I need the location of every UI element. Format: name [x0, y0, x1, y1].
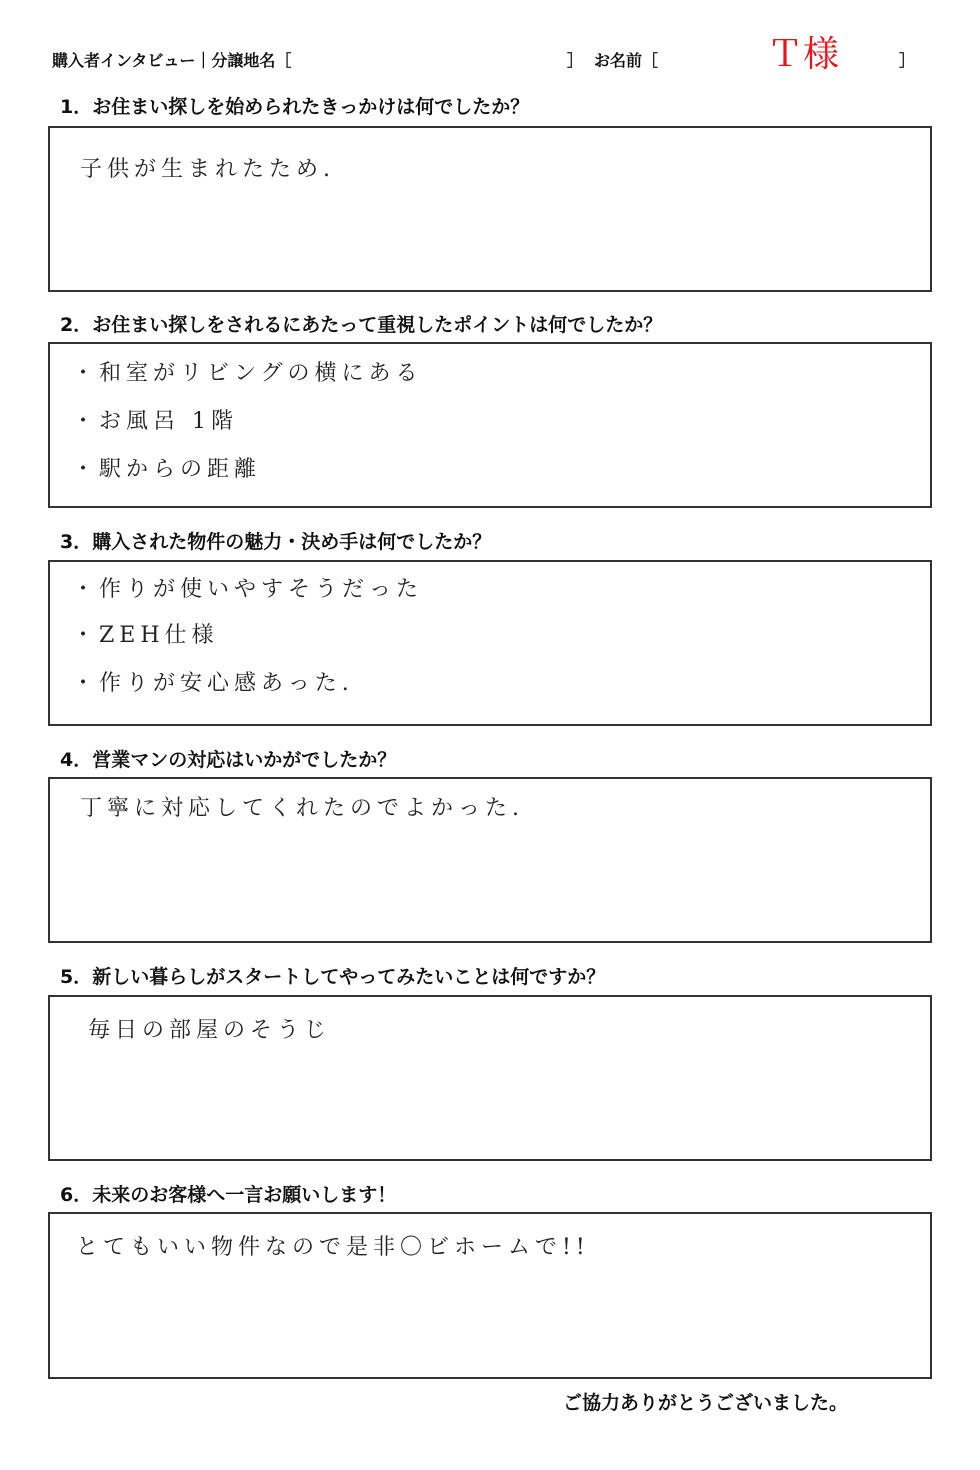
answer-box-3 [48, 560, 932, 726]
answer-box-6 [48, 1212, 932, 1379]
answer-box-4 [48, 777, 932, 943]
subdivision-bracket-close: ］ [567, 51, 584, 70]
answer-3-line-3: ・作りが安心感あった. [72, 671, 354, 696]
answer-3-line-2: ・ZEH仕様 [72, 623, 219, 648]
answer-6-line-1: とてもいい物件なので是非〇ビホームで!! [76, 1235, 590, 1260]
answer-1-line-1: 子供が生まれたため. [80, 157, 335, 182]
answer-box-5 [48, 995, 932, 1161]
question-2: 2．お住まい探しをされるにあたって重視したポイントは何でしたか？ [60, 314, 663, 336]
question-5: 5．新しい暮らしがスタートしてやってみたいことは何ですか？ [60, 966, 606, 988]
answer-2-line-1: ・和室がリビングの横にある [72, 361, 423, 386]
name-label: お名前［ [594, 51, 659, 70]
header [52, 34, 932, 75]
question-4: 4．営業マンの対応はいかがでしたか？ [60, 749, 397, 771]
question-6: 6．未来のお客様へ一言お願いします！ [60, 1184, 397, 1206]
name-bracket-close: ］ [899, 51, 916, 70]
answer-box-1 [48, 126, 932, 292]
question-1: 1．お住まい探しを始められたきっかけは何でしたか？ [60, 96, 530, 118]
answer-box-2 [48, 342, 932, 508]
answer-5-line-1: 毎日の部屋のそうじ [88, 1018, 332, 1043]
answer-2-line-3: ・駅からの距離 [72, 457, 262, 482]
answer-2-line-2: ・お風呂 1階 [72, 409, 238, 434]
customer-name: Ｔ様 [767, 34, 840, 75]
closing-thanks: ご協力ありがとうございました。 [563, 1392, 849, 1414]
answer-3-line-1: ・作りが使いやすそうだった [72, 577, 424, 602]
interview-title: 購入者インタビュー｜分譲地名［ [52, 51, 292, 70]
question-3: 3．購入された物件の魅力・決め手は何でしたか？ [60, 531, 492, 553]
answer-4-line-1: 丁寧に対応してくれたのでよかった. [80, 796, 524, 821]
